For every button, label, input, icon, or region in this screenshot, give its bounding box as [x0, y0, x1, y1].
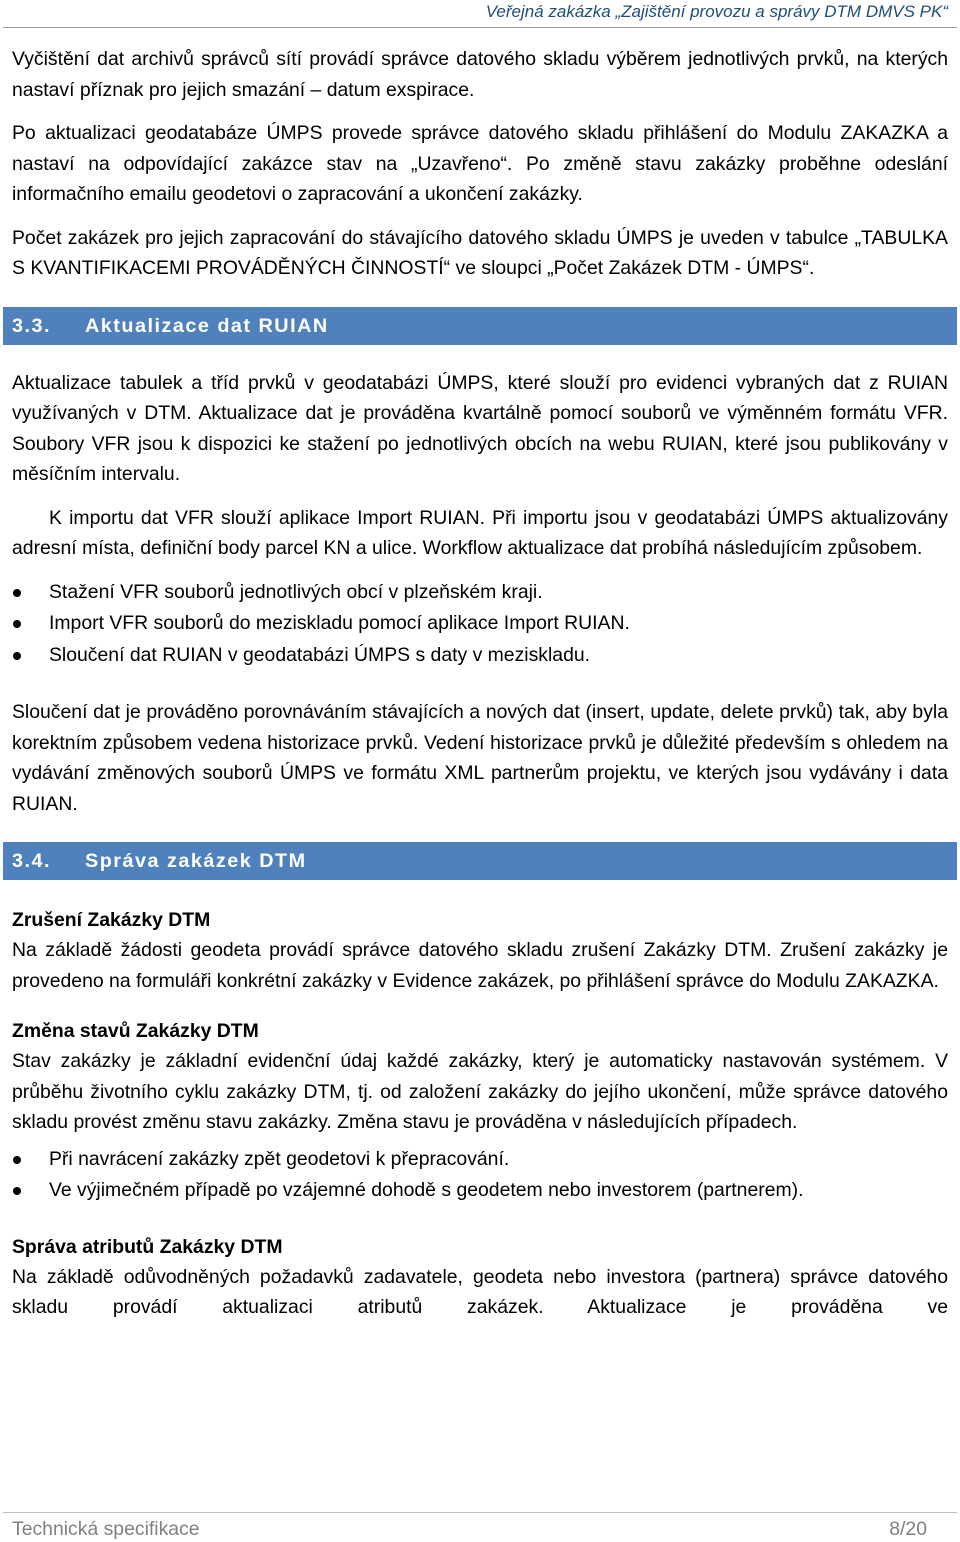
section-heading-3-4	[3, 842, 957, 880]
section-title: Správa zakázek DTM	[85, 850, 307, 872]
bullet-icon	[13, 1156, 21, 1164]
subheading-order-cancel: Zrušení Zakázky DTM	[12, 909, 211, 931]
paragraph-archive-cleanup: Vyčištění dat archivů správců sítí provádí správce datového skladu výběrem jednotlivých prvků, na kterých nastaví příznak pro jejich smazání – datum exspirace.	[12, 48, 948, 101]
subheading-order-attributes: Správa atributů Zakázky DTM	[12, 1235, 283, 1258]
paragraph-order-count: Počet zakázek pro jejich zapracování do stávajícího datového skladu ÚMPS je uveden v tabulce „TABULKA S KVANTIFIKACEMI PROVÁDĚNÝCH ČINNOSTÍ“ ve sloupci „Počet Zakázek DTM - ÚMPS“.	[12, 226, 948, 279]
paragraph-ruian-update: Aktualizace tabulek a tříd prvků v geodatabázi ÚMPS, které slouží pro evidenci vybraných dat z RUIAN využívaných v DTM. Aktualizace dat je prováděna kvartálně pomocí souborů ve výměnném formátu VFR. Soubory VFR jsou k dispozici ke stažení po jednotlivých obcích na webu RUIAN, které jsou publikovány v měsíčním intervalu.	[12, 371, 948, 485]
list-item: Ve výjimečném případě po vzájemné dohodě s geodetem nebo investorem (partnerem).	[12, 1175, 948, 1207]
section-heading-3-3	[3, 307, 957, 345]
paragraph-order-cancel: Na základě žádosti geodeta provádí správce datového skladu zrušení Zakázky DTM. Zrušení zakázky je provedeno na formuláři konkrétní zakázky v Evidence zakázek, po přihlášení správce do Modulu ZAKAZKA.	[12, 939, 948, 992]
paragraph-order-attributes: Na základě odůvodněných požadavků zadavatele, geodeta nebo investora (partnera) správce datového skladu provádí aktualizaci atributů zakázek. Aktualizace je prováděna ve	[12, 1265, 948, 1318]
section-number: 3.3.	[12, 314, 51, 337]
paragraph-order-state: Stav zakázky je základní evidenční údaj každé zakázky, který je automaticky nastavován systémem. V průběhu životního cyklu zakázky DTM, tj. od založení zakázky do jejího ukončení, může správce datového skladu provést změnu stavu zakázky. Změna stavu je prováděna v následujících případech.	[12, 1050, 948, 1133]
list-item: Import VFR souborů do meziskladu pomocí aplikace Import RUIAN.	[12, 608, 948, 640]
section-number: 3.4.	[12, 850, 51, 872]
bullet-icon	[13, 1187, 21, 1195]
paragraph-data-merge: Sloučení dat je prováděno porovnáváním stávajících a nových dat (insert, update, delete prvků) tak, aby byla korektním způsobem vedena historizace prvků. Vedení historizace prvků je důležité především s ohledem na vydávání změnových souborů ÚMPS ve formátu XML partnerům projektu, ve kterých jsou vydávány i data RUIAN.	[12, 701, 948, 815]
state-change-list	[12, 1144, 948, 1207]
paragraph-ruian-import-lead: K importu dat VFR slouží aplikace Import RUIAN.	[49, 506, 485, 529]
header-divider	[3, 27, 957, 28]
paragraph-ruian-import	[12, 503, 948, 564]
page-header-title: Veřejná zakázka „Zajištění provozu a správy DTM DMVS PK“	[485, 2, 948, 21]
footer-divider	[3, 1512, 957, 1513]
bullet-icon	[13, 620, 21, 628]
list-item: Sloučení dat RUIAN v geodatabázi ÚMPS s daty v meziskladu.	[12, 640, 948, 672]
page-content	[12, 44, 948, 1323]
paragraph-geodatabase-update: Po aktualizaci geodatabáze ÚMPS provede správce datového skladu přihlášení do Modulu ZAKAZKA a nastaví na odpovídající zakázce stav na „Uzavřeno“. Po změně stavu zakázky proběhne odeslání informačního emailu geodetovi o zapracování a ukončení zakázky.	[12, 122, 948, 205]
bullet-icon	[13, 589, 21, 597]
ruian-workflow-list	[12, 577, 948, 672]
paragraph-ruian-import-rest: Při importu jsou v geodatabázi ÚMPS aktualizovány adresní místa, definiční body parcel KN a ulice. Workflow aktualizace dat probíhá následujícím způsobem.	[12, 506, 948, 559]
footer-page-number: 8/20	[889, 1518, 927, 1540]
list-item: Stažení VFR souborů jednotlivých obcí v plzeňském kraji.	[12, 577, 948, 609]
subheading-order-state: Změna stavů Zakázky DTM	[12, 1020, 259, 1042]
list-item: Při navrácení zakázky zpět geodetovi k přepracování.	[12, 1144, 948, 1176]
bullet-icon	[13, 652, 21, 660]
footer-document-title: Technická specifikace	[12, 1518, 200, 1540]
section-title: Aktualizace dat RUIAN	[85, 314, 329, 337]
